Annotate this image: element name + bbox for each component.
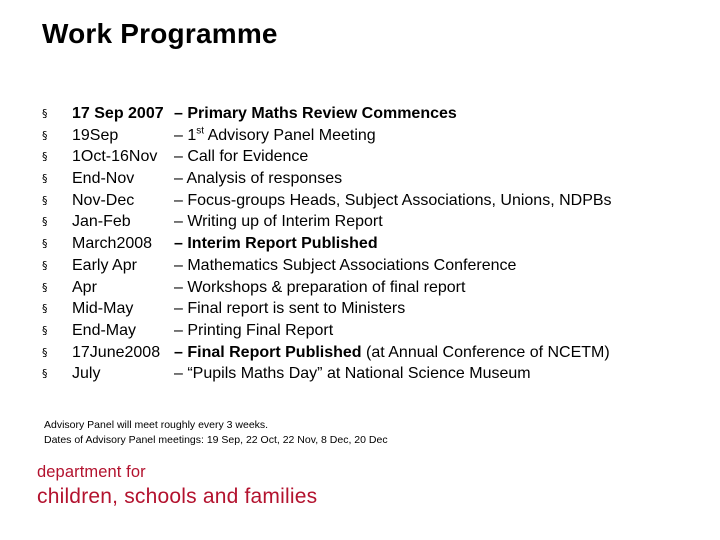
- bullet-icon: §: [42, 280, 48, 294]
- list-item: [42, 125, 712, 147]
- bullet-icon: §: [42, 128, 48, 142]
- item-description-rest: Advisory Panel Meeting: [204, 126, 376, 144]
- item-description: – “Pupils Maths Day” at National Science Museum: [174, 365, 531, 383]
- list-item: [42, 168, 712, 190]
- list-item: [42, 103, 712, 125]
- list-item: [42, 277, 712, 299]
- item-date: End-Nov: [72, 170, 135, 188]
- bullet-icon: §: [42, 107, 48, 120]
- list-item: [42, 211, 712, 233]
- item-description: – Analysis of responses: [174, 170, 343, 188]
- logo-line-department: department for: [37, 463, 146, 481]
- item-description: – Primary Maths Review Commences: [174, 105, 457, 122]
- bullet-icon: §: [42, 172, 48, 186]
- list-item: [42, 255, 712, 277]
- item-date: March2008: [72, 235, 153, 253]
- item-description: – Call for Evidence: [174, 148, 309, 166]
- work-programme-list: [42, 103, 712, 385]
- item-description: – Interim Report Published: [174, 235, 378, 253]
- notes: [44, 418, 388, 448]
- bullet-icon: §: [42, 237, 48, 251]
- list-item: [42, 190, 712, 212]
- item-date: July: [72, 365, 101, 383]
- list-item: [42, 363, 712, 385]
- page-title: Work Programme: [42, 18, 278, 49]
- item-description: [174, 125, 376, 147]
- item-date: Nov-Dec: [72, 191, 135, 209]
- notes-line-dates: Dates of Advisory Panel meetings: 19 Sep, 22 Oct, 22 Nov, 8 Dec, 20 Dec: [44, 434, 388, 446]
- bullet-icon: §: [42, 367, 48, 381]
- item-description: – Writing up of Interim Report: [174, 213, 383, 231]
- item-description: – Final report is sent to Ministers: [174, 300, 406, 318]
- bullet-icon: §: [42, 323, 48, 337]
- logo-line-name: children, schools and families: [37, 484, 318, 508]
- bullet-icon: §: [42, 150, 48, 164]
- item-date: 17June2008: [72, 343, 161, 361]
- dcsf-logo: [37, 464, 317, 507]
- item-description-suffix: (at Annual Conference of NCETM): [361, 343, 610, 361]
- item-date: Jan-Feb: [72, 213, 131, 231]
- list-item: [42, 320, 712, 342]
- item-date: Early Apr: [72, 256, 137, 274]
- item-description: – Focus-groups Heads, Subject Associations, Unions, NDPBs: [174, 191, 612, 209]
- ordinal-suffix: st: [196, 125, 205, 137]
- bullet-icon: §: [42, 258, 48, 272]
- item-description: – Printing Final Report: [174, 321, 334, 339]
- bullet-icon: §: [42, 193, 48, 207]
- notes-line-frequency: Advisory Panel will meet roughly every 3 weeks.: [44, 419, 269, 431]
- bullet-icon: §: [42, 302, 48, 316]
- item-description-prefix: – 1: [174, 126, 197, 144]
- list-item: [42, 298, 712, 320]
- item-date: 17 Sep 2007: [72, 105, 164, 122]
- item-date: Mid-May: [72, 300, 134, 318]
- item-date: 1Oct-16Nov: [72, 148, 158, 166]
- item-description: – Workshops & preparation of final report: [174, 278, 466, 296]
- list-item: [42, 233, 712, 255]
- item-date: End-May: [72, 321, 137, 339]
- item-date: 19Sep: [72, 126, 119, 144]
- item-description-bold: – Final Report Published: [174, 343, 362, 361]
- item-description: – Mathematics Subject Associations Conference: [174, 256, 517, 274]
- item-description: [174, 342, 610, 364]
- list-item: [42, 146, 712, 168]
- bullet-icon: §: [42, 215, 48, 229]
- bullet-icon: §: [42, 345, 48, 359]
- item-date: Apr: [72, 278, 97, 296]
- list-item: [42, 342, 712, 364]
